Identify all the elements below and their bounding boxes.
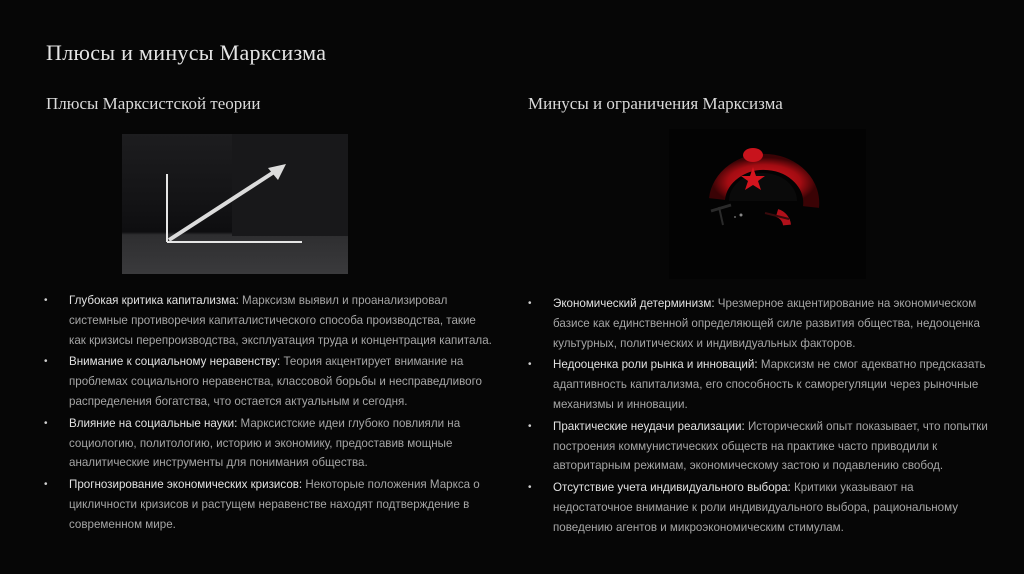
broken-hammer-sickle-star-icon	[669, 129, 866, 279]
cons-heading: Минусы и ограничения Марксизма	[528, 94, 783, 113]
list-item-text: Исторический опыт показывает, что попытки построения коммунистических обществ на практике часто приводили к авторитарным режимам, экономическому застою и подавлению свобод.	[553, 419, 988, 473]
slide-title: Плюсы и минусы Марксизма	[46, 40, 327, 65]
list-item-text: Марксизм выявил и проанализировал системные противоречия капиталистического способа производства, такие как кризисы перепроизводства, эксплуатация труда и концентрация капитала.	[69, 294, 492, 347]
pros-heading: Плюсы Марксистской теории	[46, 94, 261, 113]
list-item	[528, 478, 988, 537]
list-item-text: Чрезмерное акцентирование на экономическом базисе как единственной определяющей силе развития общества, недооценка культурных, политических и индивидуальных факторов.	[553, 297, 980, 350]
list-item-term: Отсутствие учета индивидуального выбора:	[553, 481, 791, 495]
list-item-term: Глубокая критика капитализма:	[69, 294, 239, 307]
cons-list	[528, 294, 988, 540]
list-item-term: Влияние на социальные науки:	[69, 416, 238, 430]
list-item	[44, 291, 494, 350]
list-item	[528, 355, 988, 414]
list-item	[528, 417, 988, 476]
list-item-term: Внимание к социальному неравенству:	[69, 355, 281, 369]
list-item	[44, 352, 494, 411]
list-item-text: Теория акцентирует внимание на проблемах социального неравенства, классовой борьбы и несправедливого распределения богатства, что остается актуальным и сегодня.	[69, 355, 483, 408]
list-item	[44, 475, 494, 534]
pros-list	[44, 291, 494, 537]
list-item-term: Прогнозирование экономических кризисов:	[69, 478, 303, 492]
list-item-text: Критики указывают на недостаточное внимание к роли индивидуального выбора, рациональному поведению агентов и микроэкономическим стимулам.	[553, 481, 959, 534]
list-item-text: Марксистские идеи глубоко повлияли на социологию, политологию, историю и экономику, предоставив мощные аналитические инструменты для понимания общества.	[69, 416, 461, 470]
list-item-term: Экономический детерминизм:	[553, 297, 715, 310]
growth-arrow-chart-icon	[122, 134, 348, 274]
list-item-text: Марксизм не смог адекватно предсказать адаптивность капитализма, его способность к саморегуляции через рыночные механизмы и инновации.	[553, 358, 986, 411]
list-item-text: Некоторые положения Маркса о цикличности кризисов и растущем неравенстве находят подтверждение в современном мире.	[69, 478, 480, 531]
list-item	[528, 294, 988, 353]
list-item	[44, 414, 494, 473]
list-item-term: Недооценка роли рынка и инноваций:	[553, 358, 758, 372]
list-item-term: Практические неудачи реализации:	[553, 419, 745, 433]
